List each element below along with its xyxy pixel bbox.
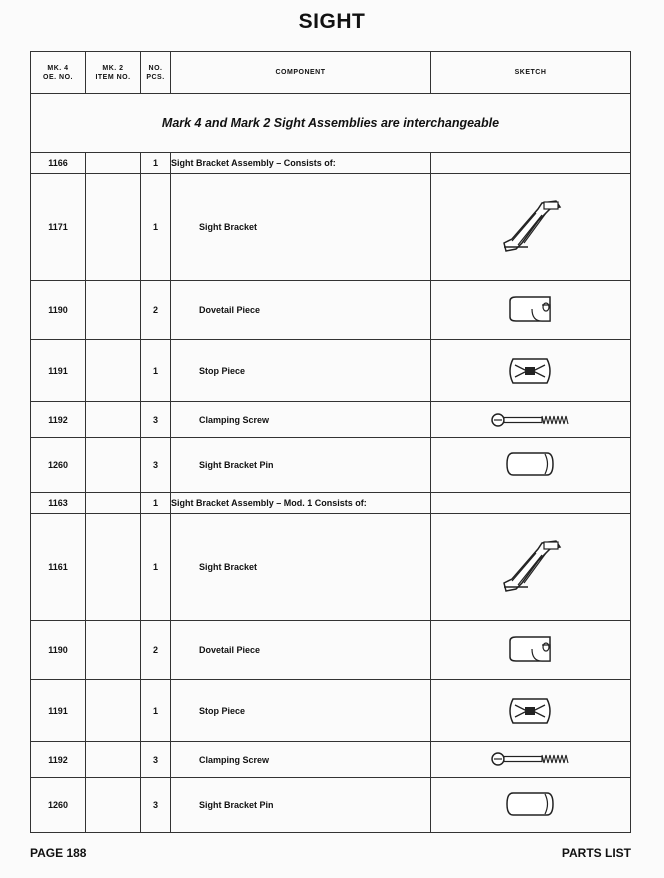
table-row: [31, 281, 631, 340]
mk2-item-number: [86, 513, 141, 621]
note-row: [31, 94, 631, 153]
table-row: [31, 679, 631, 741]
mk2-item-number: [86, 402, 141, 438]
mk4-oe-number: 1166: [31, 153, 86, 174]
table-row: [31, 402, 631, 438]
table-row: [31, 742, 631, 778]
piece-count: 1: [141, 153, 171, 174]
mk2-item-number: [86, 281, 141, 340]
component-name: Sight Bracket: [171, 173, 431, 281]
sight-bracket-sketch: [498, 539, 564, 595]
piece-count: 1: [141, 492, 171, 513]
header-pcs: [141, 52, 171, 94]
bracket-pin-sketch: [505, 791, 557, 819]
mk2-item-number: [86, 778, 141, 833]
mk4-oe-number: 1191: [31, 679, 86, 741]
component-name: Sight Bracket Assembly – Mod. 1 Consists of:: [171, 492, 431, 513]
sketch-cell: [431, 281, 631, 340]
piece-count: 3: [141, 778, 171, 833]
component-name: Sight Bracket Pin: [171, 438, 431, 493]
dovetail-piece-sketch: [506, 635, 556, 665]
header-mk4-line2: OE. NO.: [43, 73, 73, 81]
header-mk2: [86, 52, 141, 94]
parts-table: [30, 51, 631, 833]
interchangeable-note: Mark 4 and Mark 2 Sight Assemblies are interchangeable: [31, 94, 631, 153]
mk2-item-number: [86, 339, 141, 401]
header-mk2-line1: MK. 2: [102, 64, 124, 72]
mk4-oe-number: 1260: [31, 438, 86, 493]
mk4-oe-number: 1171: [31, 173, 86, 281]
component-name: Dovetail Piece: [171, 621, 431, 680]
sketch-cell: [431, 621, 631, 680]
mk2-item-number: [86, 153, 141, 174]
sketch-cell: [431, 513, 631, 621]
bracket-pin-sketch: [505, 451, 557, 479]
stop-piece-sketch: [507, 355, 555, 387]
piece-count: 1: [141, 339, 171, 401]
component-name: Sight Bracket: [171, 513, 431, 621]
header-pcs-line1: NO.: [148, 64, 163, 72]
table-row: [31, 621, 631, 680]
table-row: [31, 778, 631, 833]
piece-count: 3: [141, 402, 171, 438]
sketch-cell: [431, 339, 631, 401]
clamping-screw-sketch: [490, 751, 572, 767]
piece-count: 3: [141, 742, 171, 778]
mk4-oe-number: 1190: [31, 281, 86, 340]
mk4-oe-number: 1163: [31, 492, 86, 513]
mk2-item-number: [86, 492, 141, 513]
page-title: SIGHT: [298, 10, 366, 33]
sight-bracket-sketch: [498, 199, 564, 255]
dovetail-piece-sketch: [506, 295, 556, 325]
component-name: Stop Piece: [171, 339, 431, 401]
header-mk4-line1: MK. 4: [47, 64, 69, 72]
mk4-oe-number: 1191: [31, 339, 86, 401]
piece-count: 2: [141, 621, 171, 680]
sketch-cell: [431, 742, 631, 778]
mk2-item-number: [86, 438, 141, 493]
mk4-oe-number: 1260: [31, 778, 86, 833]
sketch-cell: [431, 492, 631, 513]
sketch-cell: [431, 153, 631, 174]
header-mk4: [31, 52, 86, 94]
section-label: PARTS LIST: [561, 846, 631, 860]
page-number: PAGE 188: [30, 846, 87, 860]
header-pcs-line2: PCS.: [146, 73, 165, 81]
component-name: Stop Piece: [171, 679, 431, 741]
mk4-oe-number: 1161: [31, 513, 86, 621]
header-sketch: SKETCH: [431, 52, 631, 94]
component-name: Clamping Screw: [171, 402, 431, 438]
piece-count: 2: [141, 281, 171, 340]
sketch-cell: [431, 402, 631, 438]
mk2-item-number: [86, 742, 141, 778]
sketch-cell: [431, 679, 631, 741]
table-row: [31, 153, 631, 174]
component-name: Clamping Screw: [171, 742, 431, 778]
mk2-item-number: [86, 173, 141, 281]
mk4-oe-number: 1192: [31, 402, 86, 438]
table-row: [31, 173, 631, 281]
mk4-oe-number: 1190: [31, 621, 86, 680]
mk2-item-number: [86, 679, 141, 741]
mk2-item-number: [86, 621, 141, 680]
table-row: [31, 492, 631, 513]
piece-count: 1: [141, 513, 171, 621]
sketch-cell: [431, 173, 631, 281]
sketch-cell: [431, 778, 631, 833]
header-component: COMPONENT: [171, 52, 431, 94]
mk4-oe-number: 1192: [31, 742, 86, 778]
component-name: Sight Bracket Pin: [171, 778, 431, 833]
piece-count: 1: [141, 173, 171, 281]
component-name: Dovetail Piece: [171, 281, 431, 340]
sketch-cell: [431, 438, 631, 493]
header-row: [31, 52, 631, 94]
clamping-screw-sketch: [490, 412, 572, 428]
piece-count: 3: [141, 438, 171, 493]
piece-count: 1: [141, 679, 171, 741]
component-name: Sight Bracket Assembly – Consists of:: [171, 153, 431, 174]
stop-piece-sketch: [507, 695, 555, 727]
table-row: [31, 513, 631, 621]
table-row: [31, 438, 631, 493]
header-mk2-line2: ITEM NO.: [95, 73, 131, 81]
table-row: [31, 339, 631, 401]
